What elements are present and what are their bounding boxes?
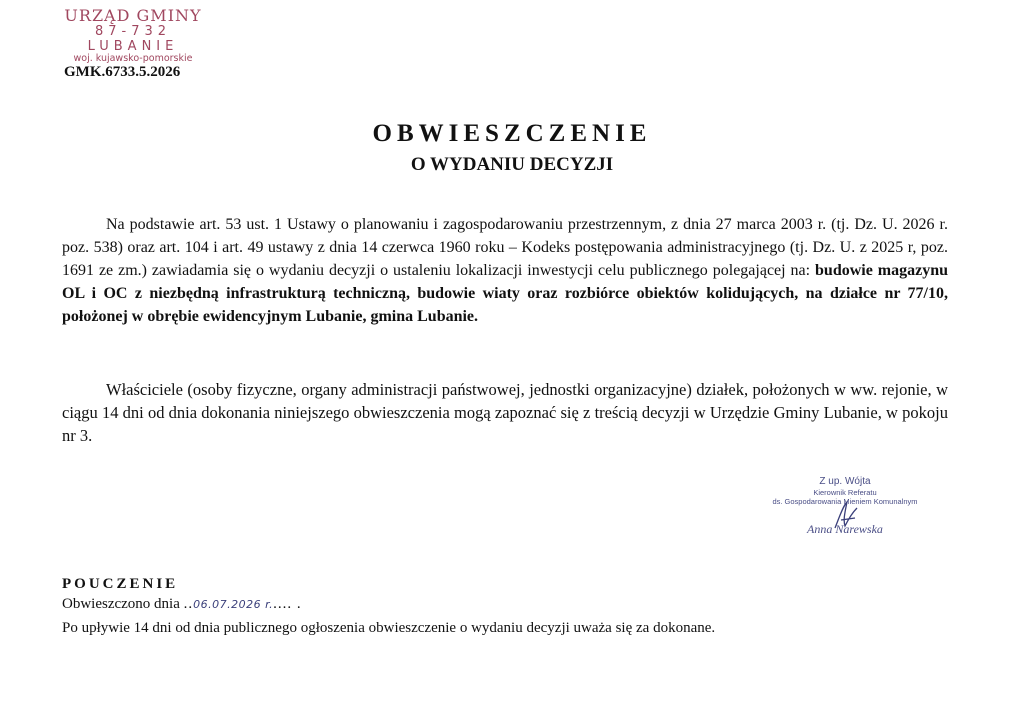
paragraph-1-text: Na podstawie art. 53 ust. 1 Ustawy o planowaniu i zagospodarowaniu przestrzennym, z dnia 27 marca 2003 r. (tj. Dz. U. 2026 r. poz. 538) oraz art. 104 i art. 49 ustawy z dnia 14 czerwca 1960 roku – Kodeks postępowania administracyjnego (tj. Dz. U. z 2025 r, poz. 1691 ze zm.) zawiadamia się o wydaniu decyzji o ustaleniu lokalizacji inwestycji celu publicznego polegającej na: <box>62 216 948 279</box>
date-dots-after: .... . <box>273 596 302 612</box>
office-stamp <box>48 6 218 64</box>
signature-line-1: Z up. Wójta <box>819 476 871 487</box>
signature-block <box>745 476 945 537</box>
paragraph-1 <box>62 213 948 328</box>
paragraph-1-bold: budowie magazynu OL i OC z niezbędną infrastrukturą techniczną, budowie wiaty oraz rozbiórce obiektów kolidujących, na działce nr 77/10, położonej w obrębie ewidencyjnym Lubanie, gmina Lubanie. <box>62 262 948 325</box>
stamp-line-2: 87-732 LUBANIE <box>87 24 179 54</box>
handwritten-signature-icon <box>831 498 861 532</box>
signatory-name: Anna Narewska <box>807 522 883 536</box>
document-subtitle: O WYDANIU DECYZJI <box>410 154 614 175</box>
publication-date-line <box>62 596 302 613</box>
document-title: OBWIESZCZENIE <box>372 120 652 147</box>
paragraph-2: Właściciele (osoby fizyczne, organy administracji państwowej, jednostki organizacyjne) działek, położonych w ww. rejonie, w ciągu 14 dni od dnia dokonania niniejszego obwieszczenia mogą zapoznać się z treścią decyzji w Urzędzie Gminy Lubanie, w pokoju nr 3. <box>62 380 948 445</box>
date-dots-before: .. <box>183 596 194 612</box>
reference-number: GMK.6733.5.2026 <box>64 64 181 80</box>
signature-line-2: Kierownik Referatu <box>813 488 877 497</box>
instruction-final-text: Po upływie 14 dni od dnia publicznego ogłoszenia obwieszczenie o wydaniu decyzji uważa się za dokonane. <box>62 620 716 636</box>
publication-date-label: Obwieszczono dnia <box>62 596 184 612</box>
publication-date-value: 06.07.2026 r. <box>193 598 274 611</box>
signature-line-3: ds. Gospodarowania Mieniem Komunalnym <box>772 497 918 506</box>
stamp-line-1: URZĄD GMINY <box>64 6 202 25</box>
instruction-heading: POUCZENIE <box>62 576 179 592</box>
stamp-line-3: woj. kujawsko-pomorskie <box>73 53 193 64</box>
